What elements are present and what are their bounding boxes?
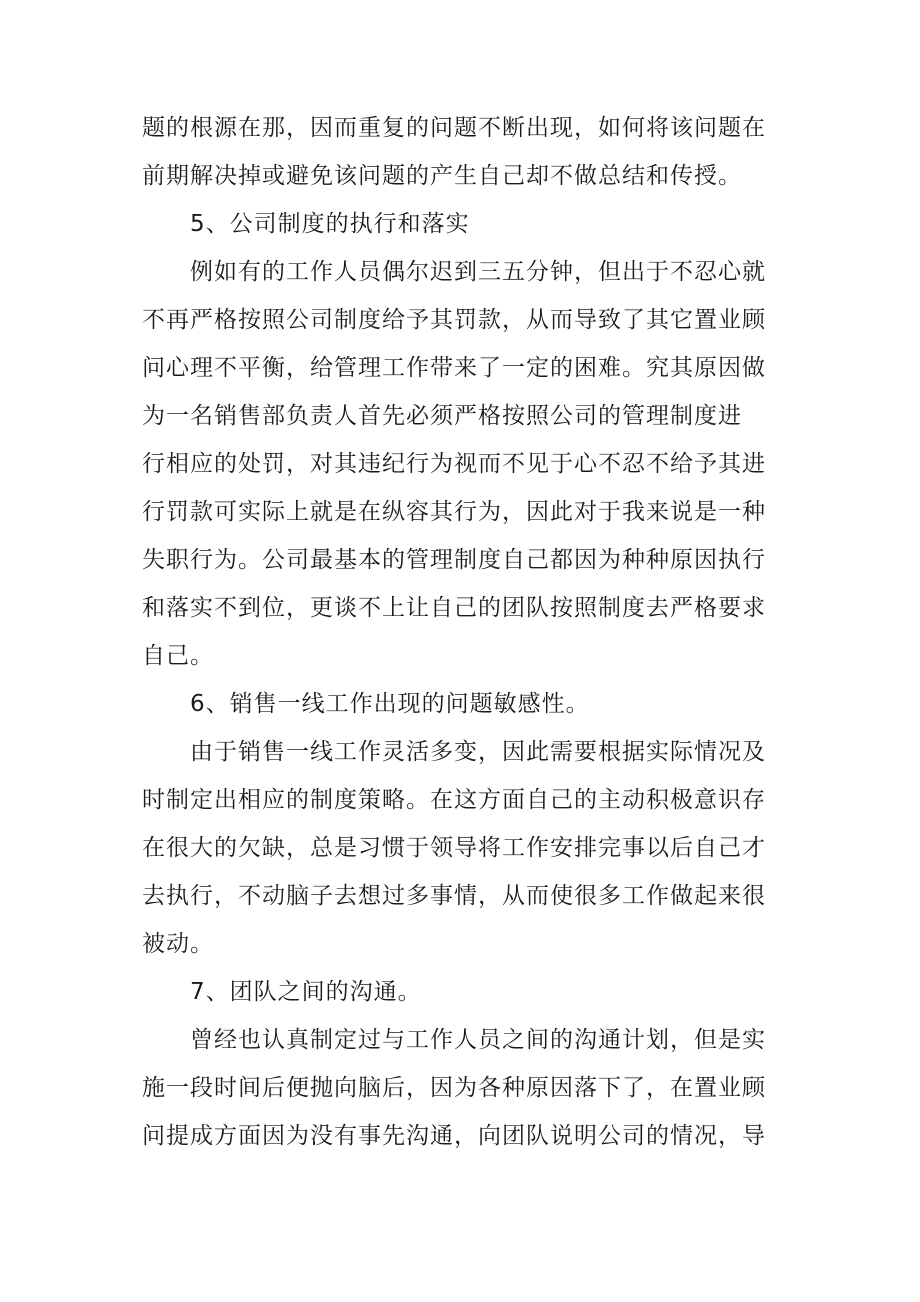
text-line: 被动。 xyxy=(142,931,214,957)
text-line: 行相应的处罚，对其违纪行为视而不见于心不忍不给予其进 xyxy=(142,451,766,477)
text-line: 施一段时间后便抛向脑后，因为各种原因落下了，在置业顾 xyxy=(142,1075,766,1101)
text-line: 题的根源在那，因而重复的问题不断出现，如何将该问题在 xyxy=(142,115,766,141)
text-line: 去执行，不动脑子去想过多事情，从而使很多工作做起来很 xyxy=(142,883,766,909)
section-heading-6: 6、销售一线工作出现的问题敏感性。 xyxy=(190,691,590,717)
text-line: 例如有的工作人员偶尔迟到三五分钟，但出于不忍心就 xyxy=(190,259,766,285)
text-line: 曾经也认真制定过与工作人员之间的沟通计划，但是实 xyxy=(190,1027,766,1053)
text-line: 失职行为。公司最基本的管理制度自己都因为种种原因执行 xyxy=(142,547,766,573)
text-line: 在很大的欠缺，总是习惯于领导将工作安排完事以后自己才 xyxy=(142,835,766,861)
section-heading-7: 7、团队之间的沟通。 xyxy=(190,979,422,1005)
text-line: 不再严格按照公司制度给予其罚款，从而导致了其它置业顾 xyxy=(142,307,766,333)
text-line: 时制定出相应的制度策略。在这方面自己的主动积极意识存 xyxy=(142,787,766,813)
section-heading-5: 5、公司制度的执行和落实 xyxy=(190,211,470,237)
text-line: 由于销售一线工作灵活多变，因此需要根据实际情况及 xyxy=(190,739,766,765)
text-line: 自己。 xyxy=(142,643,214,669)
text-line: 前期解决掉或避免该问题的产生自己却不做总结和传授。 xyxy=(142,163,742,189)
text-line: 行罚款可实际上就是在纵容其行为，因此对于我来说是一种 xyxy=(142,499,766,525)
text-line: 问心理不平衡，给管理工作带来了一定的困难。究其原因做 xyxy=(142,355,766,381)
text-line: 和落实不到位，更谈不上让自己的团队按照制度去严格要求 xyxy=(142,595,766,621)
text-line: 问提成方面因为没有事先沟通，向团队说明公司的情况，导 xyxy=(142,1123,766,1149)
text-line: 为一名销售部负责人首先必须严格按照公司的管理制度进 xyxy=(142,403,742,429)
